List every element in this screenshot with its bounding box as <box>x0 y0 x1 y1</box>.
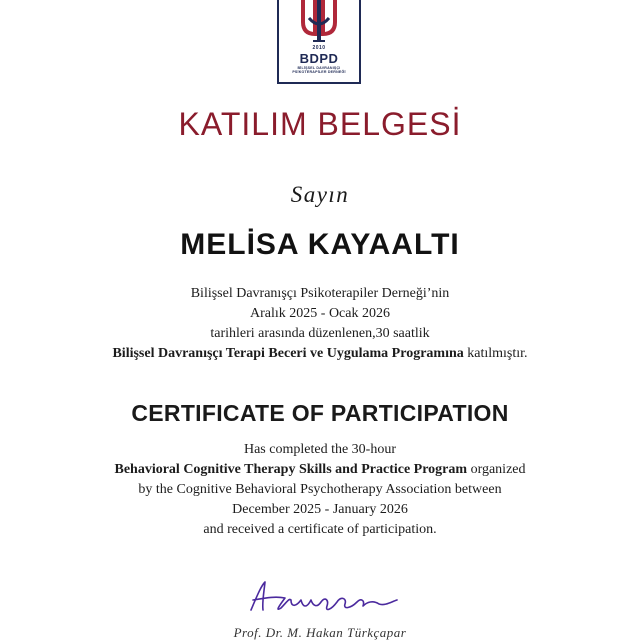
signature-image <box>245 578 405 618</box>
body-tr-line: Aralık 2025 - Ocak 2026 <box>250 306 390 321</box>
body-en-line: December 2025 - January 2026 <box>232 502 408 517</box>
greeting: Sayın <box>290 182 350 207</box>
body-tr-line: Bilişsel Davranışçı Psikoterapiler Derneği’nin <box>190 286 450 301</box>
certificate-title-en: CERTIFICATE OF PARTICIPATION <box>131 400 509 426</box>
body-en-line <box>0 460 640 480</box>
association-logo <box>277 0 361 84</box>
body-en-organized: organized <box>467 462 526 477</box>
body-en-line: Has completed the 30-hour <box>243 442 396 457</box>
body-text-en <box>0 440 640 540</box>
body-text-tr <box>0 284 640 364</box>
signer-name: Prof. Dr. M. Hakan Türkçapar <box>233 625 407 640</box>
program-name-tr: Bilişsel Davranışçı Terapi Beceri ve Uygulama Programına <box>112 346 464 361</box>
body-en-line: and received a certificate of participation. <box>203 522 437 537</box>
program-name-en: Behavioral Cognitive Therapy Skills and Practice Program <box>114 462 468 477</box>
body-tr-ending: katılmıştır. <box>463 346 528 361</box>
body-tr-line <box>0 344 640 364</box>
logo-subtitle-line1: BİLİŞSEL DAVRANIŞÇI <box>297 66 341 70</box>
logo-abbreviation: BDPD <box>299 51 339 66</box>
psi-emblem-icon <box>279 0 359 46</box>
body-en-line: by the Cognitive Behavioral Psychotherapy Association between <box>138 482 502 497</box>
logo-subtitle <box>279 66 359 74</box>
logo-subtitle-line2: PSİKOTERAPİLER DERNEĞİ <box>292 70 346 74</box>
certificate-title-tr: KATILIM BELGESİ <box>178 106 462 142</box>
body-tr-line: tarihleri arasında düzenlenen,30 saatlik <box>210 326 430 341</box>
logo-year: 2010 <box>312 45 326 51</box>
recipient-name: MELİSA KAYAALTI <box>180 228 460 261</box>
